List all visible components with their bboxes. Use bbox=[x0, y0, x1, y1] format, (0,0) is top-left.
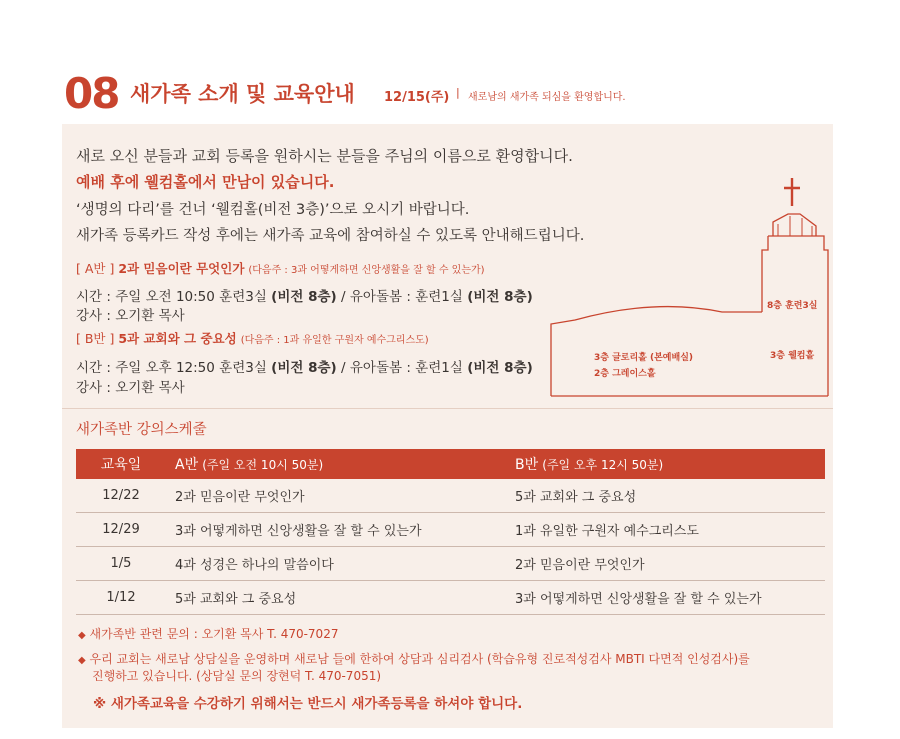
table-row bbox=[76, 581, 825, 615]
table-row bbox=[76, 479, 825, 513]
class-a-time-label: 시간 : 주일 오전 10:50 훈련3실 bbox=[76, 289, 267, 305]
row-date: 12/22 bbox=[76, 479, 166, 513]
note-counseling-line-2: 진행하고 있습니다. (상담실 문의 장현덕 T. 470-7051) bbox=[92, 669, 382, 683]
row-b-topic: 5과 교회와 그 중요성 bbox=[507, 479, 825, 513]
class-a-badge: [ A반 ] bbox=[76, 261, 115, 276]
class-b-badge: [ B반 ] bbox=[76, 331, 115, 346]
table-row bbox=[76, 513, 825, 547]
note-inquiry-text: 새가족반 관련 문의 : 오기환 목사 T. 470-7027 bbox=[89, 627, 339, 641]
church-building-illustration bbox=[540, 170, 830, 402]
row-date: 1/12 bbox=[76, 581, 166, 615]
header-date: 12/15(주) bbox=[384, 90, 450, 105]
row-a-topic: 4과 성경은 하나의 말씀이다 bbox=[166, 547, 507, 581]
note-counseling bbox=[78, 650, 750, 667]
header-separator: | bbox=[456, 86, 460, 99]
registration-warning: ※ 새가족교육을 수강하기 위해서는 반드시 새가족등록을 하셔야 합니다. bbox=[93, 696, 523, 712]
row-a-topic: 2과 믿음이란 무엇인가 bbox=[166, 479, 507, 513]
class-b-time bbox=[76, 356, 533, 376]
table-row bbox=[76, 547, 825, 581]
class-a-nursery-place: (비전 8층) bbox=[467, 289, 533, 305]
class-a-nursery-label: / 유아돌봄 : 훈련1실 bbox=[341, 289, 463, 305]
class-a-time-place: (비전 8층) bbox=[271, 289, 337, 305]
note-inquiry bbox=[78, 625, 338, 642]
section-number: 08 bbox=[64, 69, 119, 118]
note-counseling-text: 우리 교회는 새로남 상담실을 운영하며 새로남 들에 한하여 상담과 심리검사 (학습유형 진로적성검사 MBTI 다면적 인성검사)를 bbox=[89, 652, 750, 666]
row-a-topic: 5과 교회와 그 중요성 bbox=[166, 581, 507, 615]
row-date: 12/29 bbox=[76, 513, 166, 547]
page-title: 새가족 소개 및 교육안내 bbox=[130, 82, 355, 106]
intro-line-1: 새로 오신 분들과 교회 등록을 원하시는 분들을 주님의 이름으로 환영합니다. bbox=[76, 147, 573, 165]
class-b-time-place: (비전 8층) bbox=[271, 360, 337, 376]
schedule-title: 새가족반 강의스케줄 bbox=[76, 422, 207, 438]
col-date-header: 교육일 bbox=[76, 449, 166, 479]
row-b-topic: 3과 어떻게하면 신앙생활을 잘 할 수 있는가 bbox=[507, 581, 825, 615]
row-b-topic: 2과 믿음이란 무엇인가 bbox=[507, 547, 825, 581]
class-a-teacher: 강사 : 오기환 목사 bbox=[76, 308, 185, 324]
class-b-topic: 5과 교회와 그 중요성 bbox=[118, 331, 237, 346]
diamond-bullet-icon: ◆ bbox=[78, 630, 86, 641]
row-date: 1/5 bbox=[76, 547, 166, 581]
schedule-table bbox=[76, 449, 825, 615]
building-label-8f: 8층 훈련3실 bbox=[767, 301, 818, 311]
intro-line-3: ‘생명의 다리’를 건너 ‘웰컴홀(비전 3층)’으로 오시기 바랍니다. bbox=[76, 202, 470, 218]
class-a-next: (다음주 : 3과 어떻게하면 신앙생활을 잘 할 수 있는가) bbox=[248, 265, 485, 276]
row-a-topic: 3과 어떻게하면 신앙생활을 잘 할 수 있는가 bbox=[166, 513, 507, 547]
header-subtitle: 새로남의 새가족 되심을 환영합니다. bbox=[468, 92, 626, 103]
row-b-topic: 1과 유일한 구원자 예수그리스도 bbox=[507, 513, 825, 547]
building-label-2f-grace: 2층 그레이스홀 bbox=[594, 369, 656, 379]
intro-line-2-highlight: 예배 후에 웰컴홀에서 만남이 있습니다. bbox=[76, 173, 335, 191]
class-b-nursery-place: (비전 8층) bbox=[467, 360, 533, 376]
intro-line-4: 새가족 등록카드 작성 후에는 새가족 교육에 참여하실 수 있도록 안내해드립니다. bbox=[76, 228, 585, 244]
class-a-heading bbox=[76, 259, 485, 277]
class-b-time-label: 시간 : 주일 오후 12:50 훈련3실 bbox=[76, 360, 267, 376]
class-b-heading bbox=[76, 329, 429, 347]
class-b-next: (다음주 : 1과 유일한 구원자 예수그리스도) bbox=[240, 335, 429, 346]
class-a-topic: 2과 믿음이란 무엇인가 bbox=[118, 261, 245, 276]
col-b-header: B반 (주일 오후 12시 50분) bbox=[507, 449, 825, 479]
page-header bbox=[64, 66, 844, 126]
col-a-header: A반 (주일 오전 10시 50분) bbox=[166, 449, 507, 479]
class-b-nursery-label: / 유아돌봄 : 훈련1실 bbox=[341, 360, 463, 376]
panel-divider bbox=[62, 408, 833, 409]
class-a-time bbox=[76, 285, 533, 305]
class-b-teacher: 강사 : 오기환 목사 bbox=[76, 380, 185, 396]
building-label-3f-glory: 3층 글로리홀 (본예배실) bbox=[594, 353, 694, 363]
diamond-bullet-icon: ◆ bbox=[78, 655, 86, 666]
schedule-header-row bbox=[76, 449, 825, 479]
building-label-3f-welcome: 3층 웰컴홀 bbox=[770, 351, 815, 361]
